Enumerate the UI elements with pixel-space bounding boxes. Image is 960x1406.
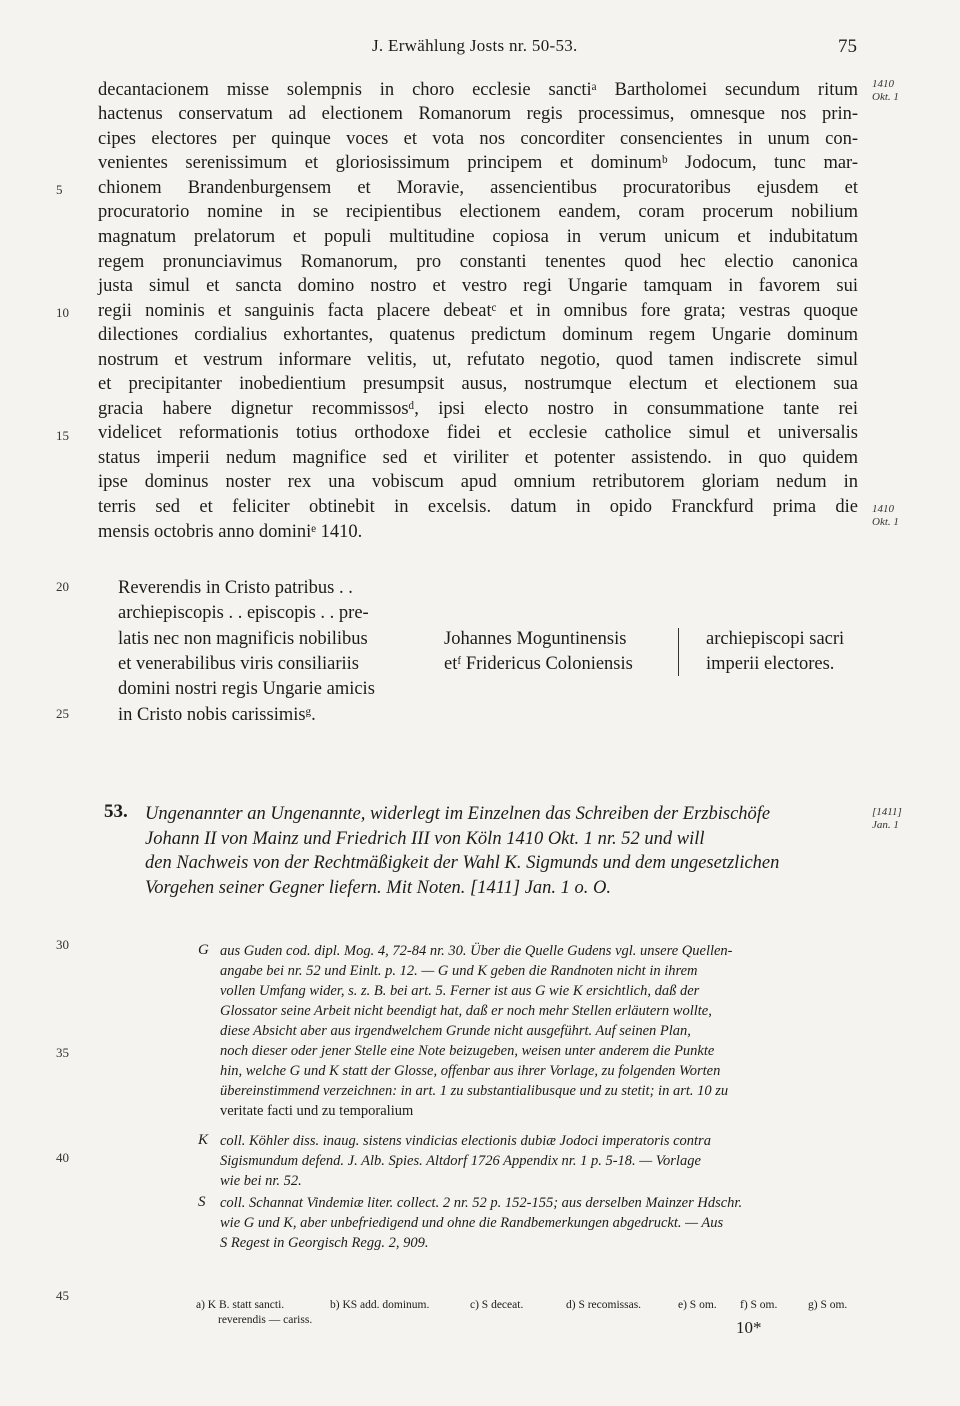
body-line: justa simul et sancta domino nostro et vestro regi Ungarie tamquam in favorem sui bbox=[98, 276, 858, 296]
source-line: diese Absicht aber aus irgendwelchem Grunde nicht ausgeführt. Auf seinen Plan, bbox=[220, 1023, 691, 1039]
line-number: 25 bbox=[56, 706, 69, 721]
signatory-name: etᶠ Fridericus Coloniensis bbox=[444, 654, 633, 674]
body-line: dilectiones cordialius exhortantes, quatenus predictum dominum regem Ungarie dominum bbox=[98, 325, 858, 345]
source-line: Glossator seine Arbeit nicht beendigt hat, daß er noch mehr Stellen erläutern wollte, bbox=[220, 1003, 712, 1019]
footnote: e) S om. bbox=[678, 1299, 717, 1311]
body-line: nostrum et vestrum informare velitis, ut, refutato negotio, quod tamen indiscrete simul bbox=[98, 350, 858, 370]
margin-date-note bbox=[872, 503, 899, 529]
document-title-line: Johann II von Mainz und Friedrich III von Köln 1410 Okt. 1 nr. 52 und will bbox=[145, 829, 705, 849]
footnote: f) S om. bbox=[740, 1299, 778, 1311]
body-line: decantacionem misse solempnis in choro ecclesie sanctiᵃ Bartholomei secundum ritum bbox=[98, 80, 858, 100]
line-number: 40 bbox=[56, 1150, 69, 1165]
source-siglum: K bbox=[198, 1132, 209, 1148]
body-line: mensis octobris anno dominiᵉ 1410. bbox=[98, 522, 363, 542]
running-title: J. Erwählung Josts nr. 50-53. bbox=[372, 36, 578, 55]
signature-mark: 10* bbox=[736, 1318, 762, 1337]
source-line: wie G und K, aber unbefriedigend und ohne die Randbemerkungen abgedruckt. — Aus bbox=[220, 1215, 724, 1231]
source-line: S Regest in Georgisch Regg. 2, 909. bbox=[220, 1235, 429, 1251]
source-line: coll. Köhler diss. inaug. sistens vindicias electionis dubiæ Jodoci imperatoris contra bbox=[220, 1133, 711, 1149]
document-title-line: den Nachweis von der Rechtmäßigkeit der Wahl K. Sigmunds und dem ungesetzlichen bbox=[145, 853, 780, 873]
footnote: a) K B. statt sancti. bbox=[196, 1299, 285, 1311]
margin-year: 1410 bbox=[872, 78, 894, 90]
document-number: 53. bbox=[104, 801, 128, 822]
address-line: latis nec non magnificis nobilibus bbox=[118, 629, 368, 649]
source-line: aus Guden cod. dipl. Mog. 4, 72-84 nr. 30. Über die Quelle Gudens vgl. unsere Quellen- bbox=[220, 943, 733, 959]
margin-date-note bbox=[872, 806, 902, 832]
signatory-title: imperii electores. bbox=[706, 654, 835, 674]
margin-year: [1411] bbox=[872, 806, 902, 818]
body-line: regii nominis et sanguinis facta placere debeatᶜ et in omnibus fore grata; vestras quoque bbox=[98, 301, 858, 321]
source-line: noch dieser oder jener Stelle eine Note beizugeben, weisen unter anderem die Punkte bbox=[220, 1043, 715, 1059]
page-number: 75 bbox=[838, 36, 857, 57]
body-line: status imperii nedum magnifice sed et viriliter et potenter assistendo. in quo quidem bbox=[98, 448, 858, 468]
margin-date: Okt. 1 bbox=[872, 516, 899, 528]
source-line: übereinstimmend verzeichnen: in art. 1 zu substantialibusque und zu stetit; in art. 10 zu bbox=[220, 1083, 729, 1099]
footnote-continuation: reverendis — cariss. bbox=[218, 1314, 313, 1326]
body-line: cipes electores per quinque voces et vota nos concorditer consencientes in unum con- bbox=[98, 129, 858, 149]
footnote: c) S deceat. bbox=[470, 1299, 524, 1311]
body-line: hactenus conservatum ad electionem Romanorum regis processimus, omnesque nos prin- bbox=[98, 104, 858, 124]
address-line: Reverendis in Cristo patribus . . bbox=[118, 578, 353, 598]
address-line: et venerabilibus viris consiliariis bbox=[118, 654, 359, 674]
signatory-title: archiepiscopi sacri bbox=[706, 629, 845, 649]
source-line: hin, welche G und K statt der Glosse, offenbar aus ihrer Vorlage, zu folgenden Worten bbox=[220, 1063, 721, 1079]
body-line: videlicet reformationis totius orthodoxe fidei et ecclesie catholice simul et universalis bbox=[98, 423, 858, 443]
body-line: magnatum prelatorum et populi multitudine copiosa in verum unicum et indubitatum bbox=[98, 227, 858, 247]
footnote: g) S om. bbox=[808, 1299, 848, 1311]
body-line: ipse dominus noster rex una vobiscum apud omnium retributorem gloriam nedum in bbox=[98, 472, 858, 492]
source-line: Sigismundum defend. J. Alb. Spies. Altdorf 1726 Appendix nr. 1 p. 5-18. — Vorlage bbox=[220, 1153, 701, 1169]
document-title-line: Vorgehen seiner Gegner liefern. Mit Noten. [1411] Jan. 1 o. O. bbox=[145, 878, 612, 898]
margin-date-note bbox=[872, 78, 899, 104]
line-number: 30 bbox=[56, 937, 69, 952]
footnote: b) KS add. dominum. bbox=[330, 1299, 430, 1311]
source-line: coll. Schannat Vindemiæ liter. collect. 2 nr. 52 p. 152-155; aus derselben Mainzer Hdschr. bbox=[220, 1195, 743, 1211]
body-line: chionem Brandenburgensem et Moravie, assencientibus procuratoribus ejusdem et bbox=[98, 178, 858, 198]
address-line: archiepiscopis . . episcopis . . pre- bbox=[118, 603, 369, 623]
line-number: 35 bbox=[56, 1045, 69, 1060]
margin-date: Jan. 1 bbox=[872, 819, 899, 831]
source-line: angabe bei nr. 52 und Einlt. p. 12. — G und K geben die Randnoten nicht in ihrem bbox=[220, 963, 698, 979]
body-line: et precipitanter inobedientium presumpsit ausus, nostrumque electum et electionem sua bbox=[98, 374, 858, 394]
body-line: regem pronunciavimus Romanorum, pro constanti tenentes quod hec electio canonica bbox=[98, 252, 858, 272]
line-number: 10 bbox=[56, 305, 69, 320]
line-number: 20 bbox=[56, 579, 69, 594]
footnote: d) S recomissas. bbox=[566, 1299, 642, 1311]
document-title-line: Ungenannter an Ungenannte, widerlegt im Einzelnen das Schreiben der Erzbischöfe bbox=[145, 804, 771, 824]
source-line: vollen Umfang wider, s. z. B. bei art. 5. Ferner ist aus G wie K ersichtlich, daß der bbox=[220, 983, 700, 999]
source-line: veritate facti und zu temporalium bbox=[220, 1103, 414, 1119]
address-line: domini nostri regis Ungarie amicis bbox=[118, 679, 375, 699]
body-line: venientes serenissimum et gloriosissimum principem et dominumᵇ Jodocum, tunc mar- bbox=[98, 153, 858, 173]
address-line: in Cristo nobis carissimisᵍ. bbox=[118, 705, 316, 725]
signatory-name: Johannes Moguntinensis bbox=[444, 629, 627, 649]
source-siglum: S bbox=[198, 1194, 206, 1210]
line-number: 45 bbox=[56, 1288, 69, 1303]
signature-brace bbox=[678, 628, 685, 676]
line-number: 15 bbox=[56, 428, 69, 443]
margin-year: 1410 bbox=[872, 503, 894, 515]
source-siglum: G bbox=[198, 942, 209, 958]
body-line: terris sed et feliciter obtinebit in excelsis. datum in opido Franckfurd prima die bbox=[98, 497, 858, 517]
line-number: 5 bbox=[56, 182, 63, 197]
source-line: wie bei nr. 52. bbox=[220, 1173, 302, 1189]
body-line: gracia habere dignetur recommissosᵈ, ipsi electo nostro in consummatione tante rei bbox=[98, 399, 858, 419]
body-line: procuratorio nomine in se recipientibus electionem eandem, coram procerum nobilium bbox=[98, 202, 858, 222]
margin-date: Okt. 1 bbox=[872, 91, 899, 103]
